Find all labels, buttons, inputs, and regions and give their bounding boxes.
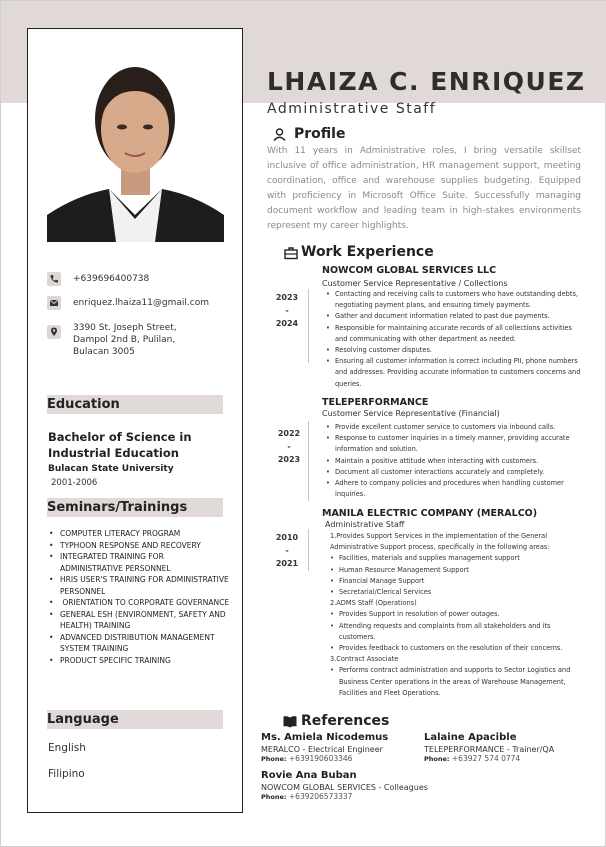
home-address: 3390 St. Joseph Street, Dampol 2nd B, Pulilan, Bulacan 3005 [73,323,177,357]
applicant-title: Administrative Staff [267,101,437,117]
duty-item: • Performs contract administration and supports to Sector Logistics and Business Center operations in the areas of Warehouse Management, Facilities and Fleet Operations. [322,665,581,699]
duty-item: • Response to customer inquiries in a timely manner, providing accurate information and solution. [322,433,581,455]
job-role-teleperformance: Customer Service Representative (Financial) [322,409,500,418]
timeline-divider [308,421,309,501]
year-dash: - [285,306,289,315]
seminar-item: • TYPHOON RESPONSE AND RECOVERY [49,540,229,552]
job-duties-meralco [322,531,581,699]
seminar-item: • INTEGRATED TRAINING FOR ADMINISTRATIVE PERSONNEL [49,551,229,574]
year-start: 2023 [275,293,299,302]
job-company-meralco: MANILA ELECTRIC COMPANY (MERALCO) [322,508,538,519]
phone-label: Phone: [424,755,450,763]
phone-label: Phone: [261,793,287,801]
duty-item: • Responsible for maintaining accurate records of all collections activities and communicating with other department as needed. [322,323,581,345]
reference-org: MERALCO - Electrical Engineer [261,745,383,754]
education-heading: Education [47,395,223,414]
profile-title: Profile [294,126,346,142]
education-years: 2001-2006 [51,478,98,488]
education-school: Bulacan State University [48,464,174,474]
year-end: 2024 [275,319,299,328]
language-english: English [48,742,86,754]
profile-photo [47,47,224,242]
seminar-item: • ORIENTATION TO CORPORATE GOVERNANCE [49,597,229,609]
reference-name: Lalaine Apacible [424,732,517,743]
duty-section: 2.ADMS Staff (Operations) [330,599,417,608]
person-icon [273,128,286,141]
duty-item: • Secretarial/Clerical Services [322,587,581,598]
duty-item: • Document all customer interactions accurately and completely. [322,467,581,478]
year-end: 2021 [275,559,299,568]
job-role-nowcom: Customer Service Representative / Collections [322,279,508,288]
duty-section: 3.Contract Associate [330,655,399,664]
job-years-teleperformance [269,427,309,466]
duty-item: • Gather and document information related to past due payments. [322,311,581,322]
duty-item: • Financial Manage Support [322,576,581,587]
briefcase-icon [284,246,298,260]
year-start: 2022 [277,429,301,438]
job-duties-nowcom [322,289,581,390]
timeline-divider [308,529,309,571]
year-end: 2023 [277,455,301,464]
reference-phone [261,754,388,763]
duty-item: • Provides Support in resolution of power outages. [322,609,581,620]
phone-number: +639696400738 [73,274,150,284]
phone-value: +639190603346 [288,754,353,763]
work-title: Work Experience [301,244,434,260]
duty-section: 1.Provides Support Services in the implementation of the General Administrative Support process, specifically in the following areas: [330,532,550,552]
profile-summary: With 11 years in Administrative roles, I bring versatile skillset inclusive of office administration, HR management support, meeting coordination, office and warehouse supplies budgeting. Equipped with proficiency in Microsoft Office Suite. Successfully managing document workflow and leading team in high-stakes environments represent my career highlights. [267,146,581,231]
job-years-nowcom [267,291,307,330]
portrait-image [47,47,224,242]
duty-item: • Resolving customer disputes. [322,345,581,356]
applicant-name: LHAIZA C. ENRIQUEZ [267,67,586,96]
year-dash: - [287,442,291,451]
education-degree: Bachelor of Science in Industrial Education [48,430,192,460]
reference-card [261,770,428,801]
reference-card [424,732,554,763]
language-heading: Language [47,710,223,729]
job-company-nowcom: NOWCOM GLOBAL SERVICES LLC [322,265,497,276]
job-role-meralco: Administrative Staff [325,520,405,529]
seminar-item: • ADVANCED DISTRIBUTION MANAGEMENT SYSTEM TRAINING [49,632,229,655]
duty-item: • Attending requests and complaints from all stakeholders and its customers. [322,621,581,643]
duty-item: • Provide excellent customer service to customers via inbound calls. [322,422,581,433]
phone-value: +639206573337 [288,792,353,801]
phone-value: +63927 574 0774 [451,754,521,763]
envelope-icon [47,296,61,310]
job-company-teleperformance: TELEPERFORMANCE [322,397,429,408]
duty-item: • Facilities, materials and supplies management support [322,553,581,564]
open-book-icon [283,715,297,728]
reference-phone [261,792,428,801]
language-filipino: Filipino [48,768,85,780]
duty-item: • Maintain a positive attitude when interacting with customers. [322,456,581,467]
location-pin-icon [47,325,61,339]
seminar-item: • GENERAL ESH (ENVIRONMENT, SAFETY AND HEALTH) TRAINING [49,609,229,632]
seminars-heading: Seminars/Trainings [47,498,223,517]
duty-item: • Ensuring all customer information is correct including PII, phone numbers and addresses. Providing accurate information to customers concerns and queries. [322,356,581,390]
reference-name: Rovie Ana Buban [261,770,357,781]
job-duties-teleperformance [322,422,581,500]
year-dash: - [285,546,289,555]
seminars-list [49,528,229,666]
phone-label: Phone: [261,755,287,763]
reference-phone [424,754,554,763]
year-start: 2010 [275,533,299,542]
duty-item: • Human Resource Management Support [322,565,581,576]
phone-icon [47,272,61,286]
seminar-item: • HRIS USER'S TRAINING FOR ADMINISTRATIVE PERSONNEL [49,574,229,597]
timeline-divider [308,289,309,363]
references-title: References [301,713,390,729]
job-years-meralco [267,531,307,570]
duty-item: • Contacting and receiving calls to customers who have outstanding debts, negotiating payment plans, and ensuring timely payments. [322,289,581,311]
seminar-item: • COMPUTER LITERACY PROGRAM [49,528,229,540]
reference-org: NOWCOM GLOBAL SERVICES - Colleagues [261,783,428,792]
email-address: enriquez.lhaiza11@gmail.com [73,298,209,308]
reference-card [261,732,388,763]
seminar-item: • PRODUCT SPECIFIC TRAINING [49,655,229,667]
reference-name: Ms. Amiela Nicodemus [261,732,389,743]
reference-org: TELEPERFORMANCE - Trainer/QA [424,745,555,754]
duty-item: • Provides feedback to customers on the resolution of their concerns. [322,643,581,654]
duty-item: • Adhere to company policies and procedures when handling customer inquiries. [322,478,581,500]
